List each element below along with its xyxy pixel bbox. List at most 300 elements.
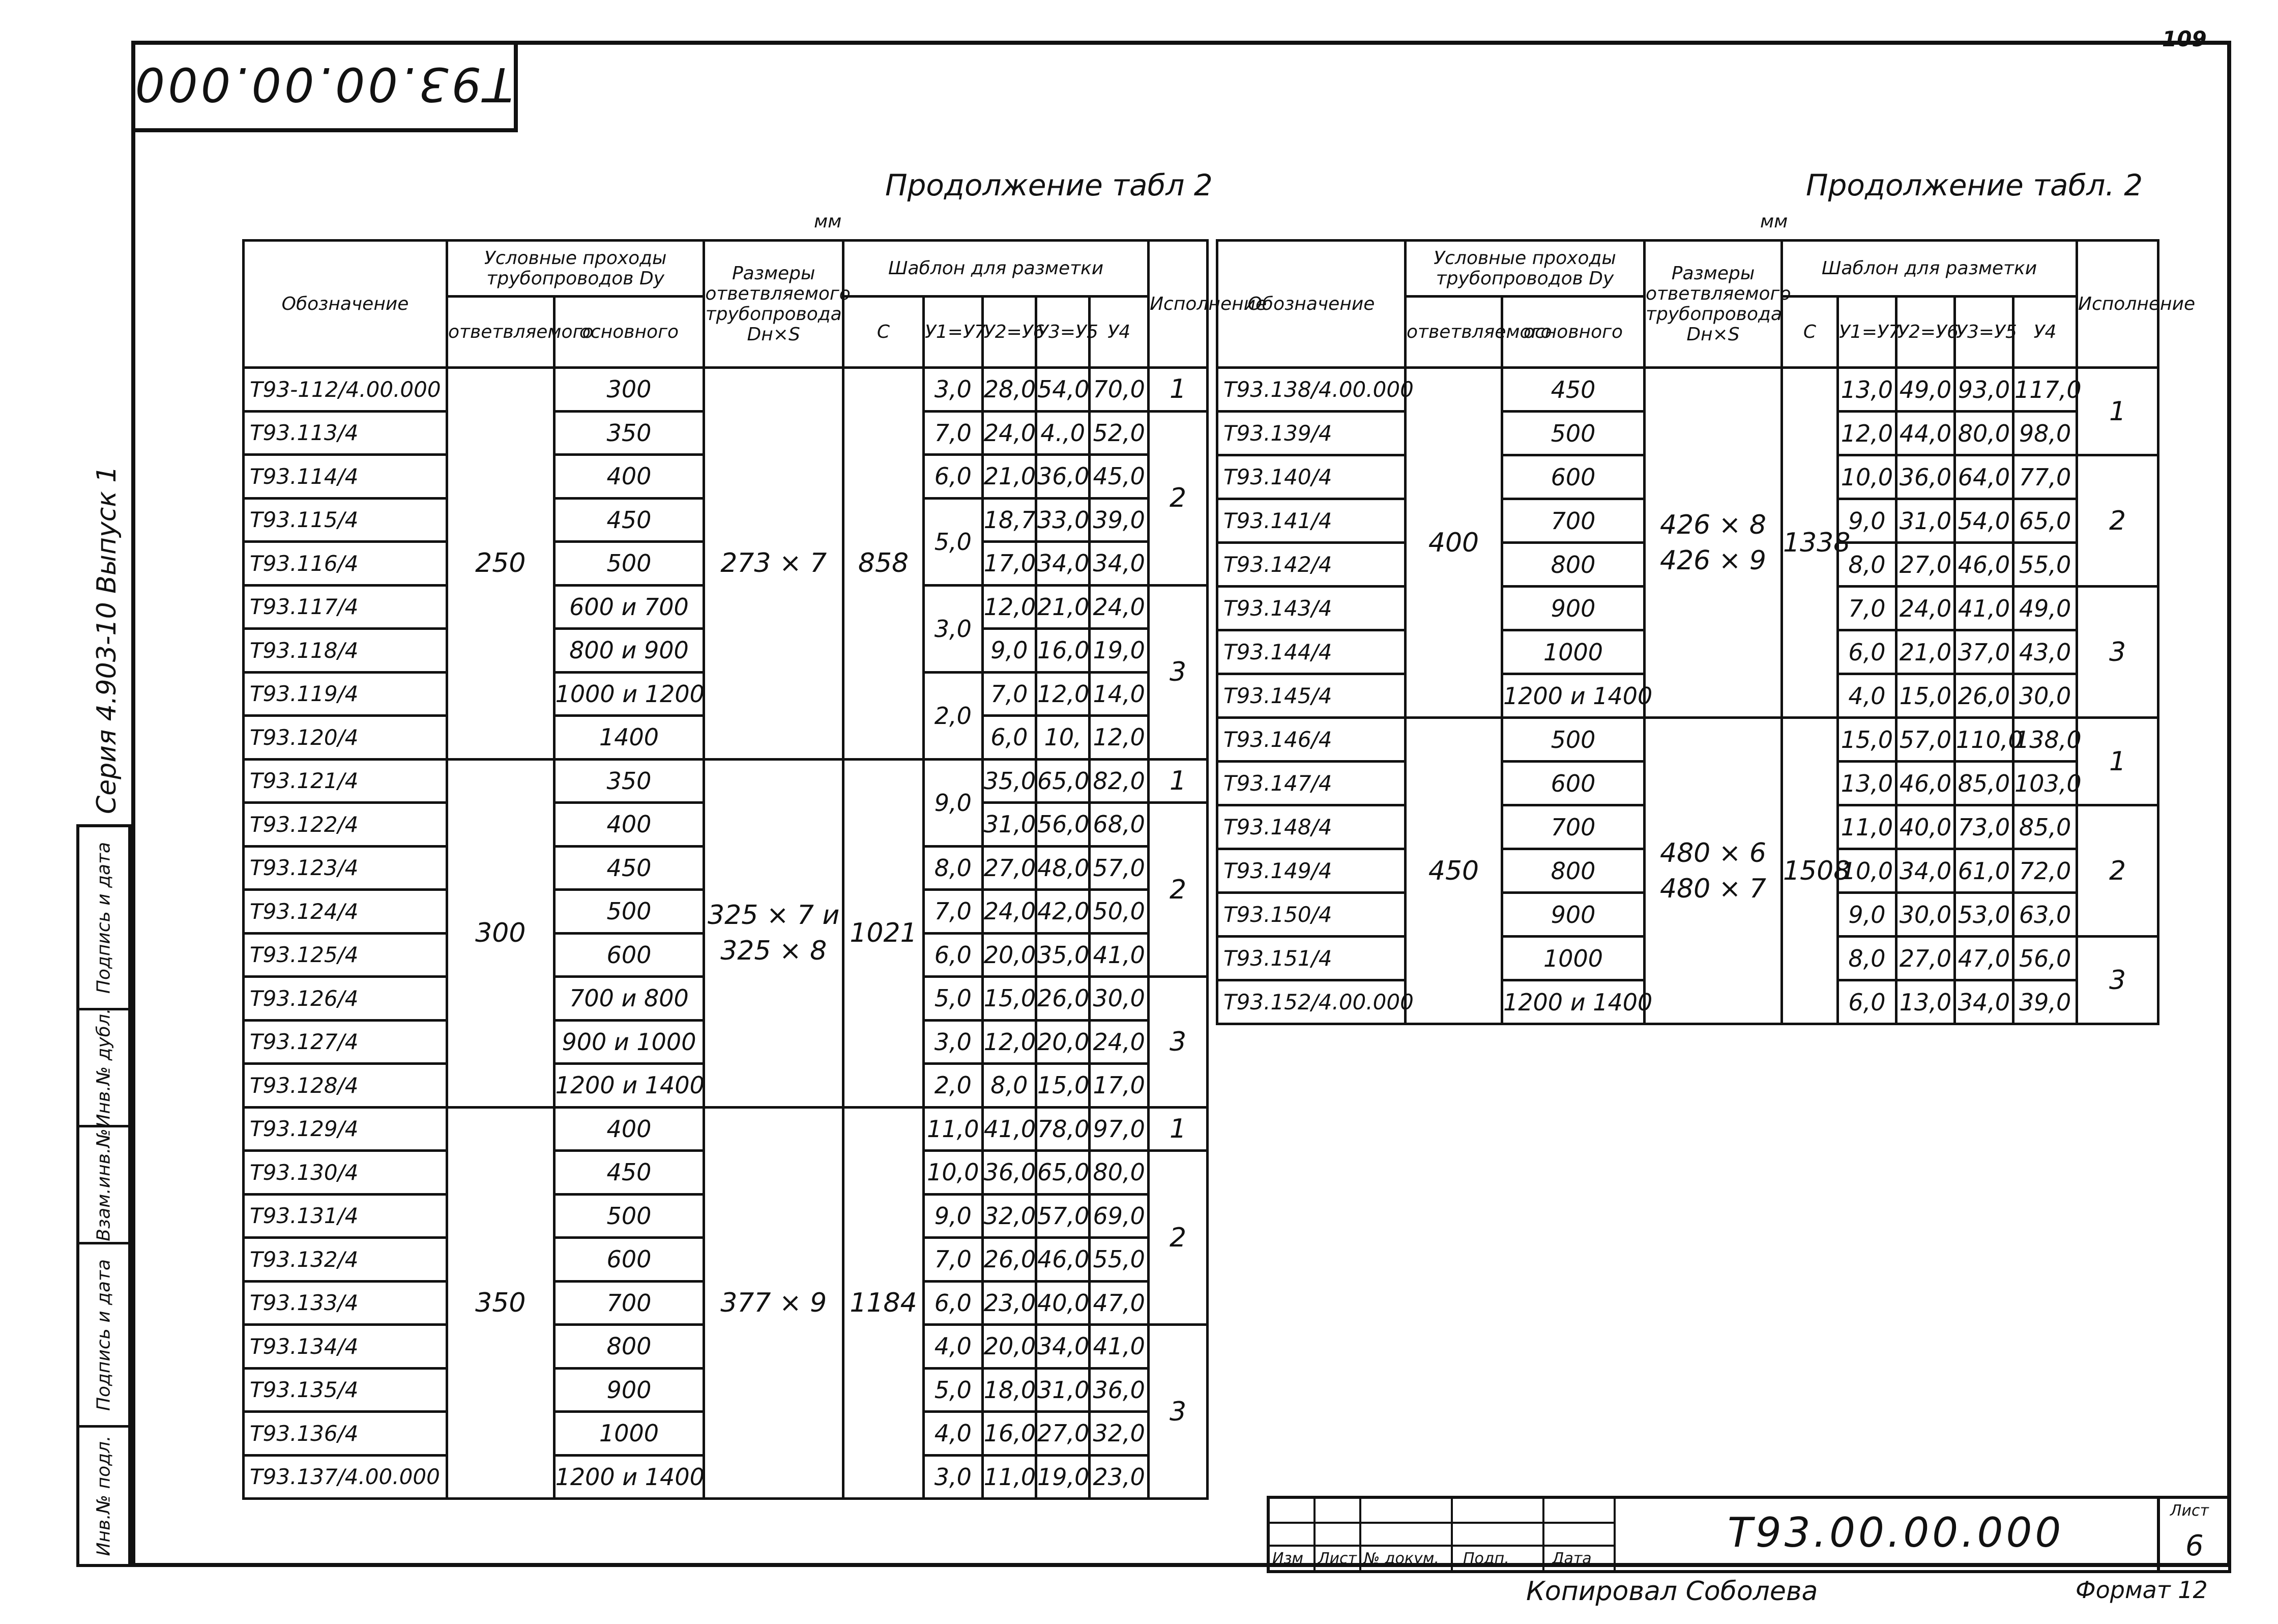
row-designation: Т93.115/4	[244, 498, 447, 542]
unit-right: мм	[1760, 211, 1788, 232]
y4-value: 45,0	[1090, 455, 1149, 499]
row-designation: Т93.136/4	[244, 1412, 447, 1456]
y1-value: 12,0	[1838, 412, 1896, 455]
y1-value: 7,0	[923, 890, 982, 934]
row-designation: Т93.130/4	[244, 1151, 447, 1195]
y3-value: 65,0	[1036, 1151, 1090, 1195]
y2-value: 32,0	[982, 1194, 1036, 1238]
tb-sheet-number: 6	[2185, 1529, 2204, 1562]
c-value: 1184	[843, 1107, 924, 1499]
row-designation: Т93.132/4	[244, 1238, 447, 1282]
branch-dims: 377 × 9	[704, 1107, 843, 1499]
hdr-y3y5: У3=У5	[1036, 297, 1090, 368]
exec-value: 3	[1149, 1325, 1208, 1499]
y3-value: 80,0	[1955, 412, 2013, 455]
y3-value: 57,0	[1036, 1194, 1090, 1238]
c-value: 1338	[1782, 368, 1838, 718]
y2-value: 12,0	[982, 585, 1036, 629]
y3-value: 54,0	[1036, 368, 1090, 412]
main-diameter: 700	[1502, 499, 1645, 543]
main-diameter: 1200 и 1400	[554, 1455, 704, 1499]
y1-value: 8,0	[923, 846, 982, 890]
y2-value: 35,0	[982, 759, 1036, 803]
y1-value: 10,0	[1838, 455, 1896, 499]
y1-value: 11,0	[923, 1107, 982, 1151]
y1-value: 2,0	[923, 1064, 982, 1108]
hdr-y2y6: У2=У6	[1896, 297, 1955, 368]
y2-value: 30,0	[1896, 893, 1955, 937]
y1-value: 6,0	[923, 1281, 982, 1325]
y3-value: 36,0	[1036, 455, 1090, 499]
y4-value: 65,0	[2013, 499, 2077, 543]
y1-value: 2,0	[923, 672, 982, 759]
y1-value: 7,0	[1838, 587, 1896, 630]
y4-value: 82,0	[1090, 759, 1149, 803]
side-sign-date-2: Подпись и дата	[79, 1244, 128, 1428]
tb-col-doc: № докум.	[1364, 1550, 1439, 1568]
row-designation: Т93-112/4.00.000	[244, 368, 447, 412]
y1-value: 6,0	[923, 933, 982, 977]
row-designation: Т93.119/4	[244, 672, 447, 716]
y3-value: 12,0	[1036, 672, 1090, 716]
y4-value: 50,0	[1090, 890, 1149, 934]
main-diameter: 500	[1502, 412, 1645, 455]
row-designation: Т93.122/4	[244, 803, 447, 847]
y3-value: 4.,0	[1036, 411, 1090, 455]
row-designation: Т93.133/4	[244, 1281, 447, 1325]
row-designation: Т93.121/4	[244, 759, 447, 803]
y4-value: 39,0	[2013, 980, 2077, 1024]
y4-value: 117,0	[2013, 368, 2077, 412]
side-dup-inv: Инв.№ дубл.	[79, 1010, 128, 1127]
row-designation: Т93.146/4	[1217, 718, 1406, 762]
y3-value: 110,0	[1955, 718, 2013, 762]
y1-value: 6,0	[923, 455, 982, 499]
y1-value: 7,0	[923, 411, 982, 455]
y4-value: 39,0	[1090, 498, 1149, 542]
table-row	[244, 1107, 1208, 1151]
hdr-y2y6: У2=У6	[982, 297, 1036, 368]
y4-value: 57,0	[1090, 846, 1149, 890]
hdr-y4: У4	[2013, 297, 2077, 368]
row-designation: Т93.150/4	[1217, 893, 1406, 937]
main-diameter: 350	[554, 759, 704, 803]
y1-value: 11,0	[1838, 805, 1896, 849]
y1-value: 9,0	[1838, 499, 1896, 543]
main-diameter: 1000	[554, 1412, 704, 1456]
y4-value: 56,0	[2013, 937, 2077, 980]
y4-value: 70,0	[1090, 368, 1149, 412]
branch-dims: 480 × 6 480 × 7	[1645, 718, 1782, 1024]
y1-value: 3,0	[923, 368, 982, 412]
copied-by: Копировал Соболева	[1526, 1576, 1818, 1607]
y2-value: 20,0	[982, 1325, 1036, 1369]
y1-value: 6,0	[1838, 630, 1896, 674]
row-designation: Т93.117/4	[244, 585, 447, 629]
main-diameter: 400	[554, 455, 704, 499]
format-label: Формат 12	[2076, 1576, 2208, 1604]
y1-value: 9,0	[1838, 893, 1896, 937]
row-designation: Т93.152/4.00.000	[1217, 980, 1406, 1024]
row-designation: Т93.142/4	[1217, 543, 1406, 587]
main-diameter: 800 и 900	[554, 629, 704, 673]
main-diameter: 450	[554, 498, 704, 542]
y4-value: 68,0	[1090, 803, 1149, 847]
row-designation: Т93.123/4	[244, 846, 447, 890]
side-strip	[76, 824, 131, 1567]
y1-value: 10,0	[1838, 849, 1896, 893]
y2-value: 46,0	[1896, 762, 1955, 805]
y2-value: 20,0	[982, 933, 1036, 977]
table-row	[244, 759, 1208, 803]
page-number: 109	[2162, 26, 2207, 51]
main-diameter: 700 и 800	[554, 977, 704, 1021]
y2-value: 18,7	[982, 498, 1036, 542]
tb-col-izm: Изм	[1272, 1550, 1304, 1568]
hdr-dims: Размеры ответвляемого трубопровода Dн×S	[1645, 241, 1782, 368]
branch-diameter: 300	[447, 759, 554, 1107]
y2-value: 12,0	[982, 1020, 1036, 1064]
y4-value: 12,0	[1090, 716, 1149, 760]
row-designation: Т93.140/4	[1217, 455, 1406, 499]
left-table	[242, 239, 1267, 1500]
main-diameter: 700	[554, 1281, 704, 1325]
y3-value: 31,0	[1036, 1368, 1090, 1412]
y4-value: 80,0	[1090, 1151, 1149, 1195]
branch-dims: 325 × 7 и 325 × 8	[704, 759, 843, 1107]
y2-value: 41,0	[982, 1107, 1036, 1151]
y4-value: 32,0	[1090, 1412, 1149, 1456]
y2-value: 15,0	[1896, 674, 1955, 718]
y3-value: 16,0	[1036, 629, 1090, 673]
row-designation: Т93.138/4.00.000	[1217, 368, 1406, 412]
y2-value: 24,0	[1896, 587, 1955, 630]
y2-value: 31,0	[982, 803, 1036, 847]
y1-value: 3,0	[923, 585, 982, 672]
main-diameter: 400	[554, 803, 704, 847]
y2-value: 23,0	[982, 1281, 1036, 1325]
y2-value: 36,0	[1896, 455, 1955, 499]
side-orig-inv: Инв.№ подл.	[93, 1435, 114, 1556]
main-diameter: 900 и 1000	[554, 1020, 704, 1064]
hdr-y1y7: У1=У7	[923, 297, 982, 368]
table-row	[244, 368, 1208, 412]
branch-dims: 426 × 8 426 × 9	[1645, 368, 1782, 718]
y4-value: 14,0	[1090, 672, 1149, 716]
y2-value: 34,0	[1896, 849, 1955, 893]
y2-value: 44,0	[1896, 412, 1955, 455]
row-designation: Т93.120/4	[244, 716, 447, 760]
main-diameter: 700	[1502, 805, 1645, 849]
y1-value: 8,0	[1838, 937, 1896, 980]
exec-value: 1	[2077, 368, 2158, 455]
y4-value: 69,0	[1090, 1194, 1149, 1238]
y3-value: 61,0	[1955, 849, 2013, 893]
row-designation: Т93.151/4	[1217, 937, 1406, 980]
y1-value: 3,0	[923, 1455, 982, 1499]
y3-value: 33,0	[1036, 498, 1090, 542]
exec-value: 1	[2077, 718, 2158, 805]
y4-value: 24,0	[1090, 1020, 1149, 1064]
y3-value: 64,0	[1955, 455, 2013, 499]
table-row	[1217, 368, 2158, 412]
main-diameter: 600 и 700	[554, 585, 704, 629]
y1-value: 4,0	[923, 1412, 982, 1456]
y3-value: 47,0	[1955, 937, 2013, 980]
y2-value: 15,0	[982, 977, 1036, 1021]
row-designation: Т93.116/4	[244, 542, 447, 586]
exec-value: 3	[1149, 977, 1208, 1108]
c-value: 1508	[1782, 718, 1838, 1024]
row-designation: Т93.149/4	[1217, 849, 1406, 893]
y4-value: 98,0	[2013, 412, 2077, 455]
y2-value: 13,0	[1896, 980, 1955, 1024]
hdr-exec: Исполнение	[1149, 241, 1208, 368]
exec-value: 3	[2077, 937, 2158, 1024]
hdr-template: Шаблон для разметки	[1782, 241, 2077, 297]
y4-value: 30,0	[2013, 674, 2077, 718]
y3-value: 85,0	[1955, 762, 2013, 805]
main-diameter: 800	[554, 1325, 704, 1369]
y1-value: 13,0	[1838, 368, 1896, 412]
row-designation: Т93.135/4	[244, 1368, 447, 1412]
series-label: Серия 4.903-10 Выпуск 1	[92, 466, 122, 814]
y2-value: 24,0	[982, 411, 1036, 455]
main-diameter: 500	[1502, 718, 1645, 762]
main-diameter: 500	[554, 1194, 704, 1238]
y1-value: 5,0	[923, 977, 982, 1021]
y1-value: 9,0	[923, 759, 982, 846]
y3-value: 27,0	[1036, 1412, 1090, 1456]
row-designation: Т93.141/4	[1217, 499, 1406, 543]
y2-value: 49,0	[1896, 368, 1955, 412]
hdr-c: С	[843, 297, 924, 368]
unit-left: мм	[814, 211, 842, 232]
y3-value: 21,0	[1036, 585, 1090, 629]
y4-value: 97,0	[1090, 1107, 1149, 1151]
y1-value: 7,0	[923, 1238, 982, 1282]
y2-value: 18,0	[982, 1368, 1036, 1412]
side-repl-inv: Взам.инв.№	[79, 1127, 128, 1244]
y1-value: 3,0	[923, 1020, 982, 1064]
row-designation: Т93.144/4	[1217, 630, 1406, 674]
left-caption: Продолжение табл 2	[885, 168, 1213, 202]
hdr-y1y7: У1=У7	[1838, 297, 1896, 368]
y4-value: 49,0	[2013, 587, 2077, 630]
c-value: 1021	[843, 759, 924, 1107]
y3-value: 46,0	[1955, 543, 2013, 587]
y3-value: 34,0	[1036, 1325, 1090, 1369]
y4-value: 19,0	[1090, 629, 1149, 673]
main-diameter: 900	[1502, 587, 1645, 630]
tb-col-list: Лист	[1318, 1550, 1357, 1568]
main-diameter: 1400	[554, 716, 704, 760]
y4-value: 30,0	[1090, 977, 1149, 1021]
exec-value: 2	[1149, 803, 1208, 977]
y2-value: 36,0	[982, 1151, 1036, 1195]
row-designation: Т93.148/4	[1217, 805, 1406, 849]
y1-value: 10,0	[923, 1151, 982, 1195]
main-diameter: 500	[554, 890, 704, 934]
row-designation: Т93.127/4	[244, 1020, 447, 1064]
y1-value: 5,0	[923, 1368, 982, 1412]
row-designation: Т93.145/4	[1217, 674, 1406, 718]
y2-value: 24,0	[982, 890, 1036, 934]
y3-value: 34,0	[1955, 980, 2013, 1024]
table-row	[1217, 718, 2158, 762]
y3-value: 46,0	[1036, 1238, 1090, 1282]
main-diameter: 600	[554, 1238, 704, 1282]
hdr-y3y5: У3=У5	[1955, 297, 2013, 368]
y2-value: 26,0	[982, 1238, 1036, 1282]
tb-sheet-label: Лист	[2170, 1502, 2209, 1520]
y3-value: 56,0	[1036, 803, 1090, 847]
hdr-branch: ответвляемого	[1406, 297, 1502, 368]
exec-value: 1	[1149, 368, 1208, 412]
row-designation: Т93.113/4	[244, 411, 447, 455]
y4-value: 55,0	[2013, 543, 2077, 587]
main-diameter: 600	[1502, 762, 1645, 805]
y1-value: 4,0	[923, 1325, 982, 1369]
y2-value: 8,0	[982, 1064, 1036, 1108]
tb-col-sign: Подп.	[1463, 1550, 1509, 1568]
main-diameter: 800	[1502, 543, 1645, 587]
branch-diameter: 450	[1406, 718, 1502, 1024]
y3-value: 93,0	[1955, 368, 2013, 412]
hdr-designation: Обозначение	[1217, 241, 1406, 368]
hdr-nominal: Условные проходы трубопроводов Dу	[447, 241, 704, 297]
y4-value: 55,0	[1090, 1238, 1149, 1282]
right-caption: Продолжение табл. 2	[1806, 168, 2143, 202]
y2-value: 31,0	[1896, 499, 1955, 543]
row-designation: Т93.129/4	[244, 1107, 447, 1151]
y3-value: 19,0	[1036, 1455, 1090, 1499]
y4-value: 103,0	[2013, 762, 2077, 805]
y2-value: 9,0	[982, 629, 1036, 673]
branch-dims: 273 × 7	[704, 368, 843, 760]
y1-value: 15,0	[1838, 718, 1896, 762]
y3-value: 10,	[1036, 716, 1090, 760]
hdr-main: основного	[554, 297, 704, 368]
y3-value: 78,0	[1036, 1107, 1090, 1151]
tb-sheet	[2157, 1499, 2228, 1570]
main-diameter: 1000 и 1200	[554, 672, 704, 716]
y4-value: 24,0	[1090, 585, 1149, 629]
y3-value: 54,0	[1955, 499, 2013, 543]
hdr-c: С	[1782, 297, 1838, 368]
y1-value: 13,0	[1838, 762, 1896, 805]
row-designation: Т93.139/4	[1217, 412, 1406, 455]
row-designation: Т93.128/4	[244, 1064, 447, 1108]
hdr-branch: ответвляемого	[447, 297, 554, 368]
main-diameter: 300	[554, 368, 704, 412]
y2-value: 7,0	[982, 672, 1036, 716]
exec-value: 1	[1149, 759, 1208, 803]
row-designation: Т93.134/4	[244, 1325, 447, 1369]
row-designation: Т93.114/4	[244, 455, 447, 499]
y1-value: 5,0	[923, 498, 982, 585]
hdr-y4: У4	[1090, 297, 1149, 368]
exec-value: 2	[1149, 1151, 1208, 1325]
y2-value: 27,0	[1896, 937, 1955, 980]
y3-value: 41,0	[1955, 587, 2013, 630]
y3-value: 15,0	[1036, 1064, 1090, 1108]
y1-value: 4,0	[1838, 674, 1896, 718]
main-diameter: 1000	[1502, 630, 1645, 674]
hdr-template: Шаблон для разметки	[843, 241, 1149, 297]
exec-value: 3	[1149, 585, 1208, 759]
main-diameter: 500	[554, 542, 704, 586]
row-designation: Т93.137/4.00.000	[244, 1455, 447, 1499]
y3-value: 48,0	[1036, 846, 1090, 890]
y1-value: 9,0	[923, 1194, 982, 1238]
hdr-exec: Исполнение	[2077, 241, 2158, 368]
hdr-designation: Обозначение	[244, 241, 447, 368]
title-block	[1267, 1496, 2231, 1573]
y2-value: 21,0	[1896, 630, 1955, 674]
y3-value: 34,0	[1036, 542, 1090, 586]
y3-value: 26,0	[1955, 674, 2013, 718]
main-diameter: 1200 и 1400	[1502, 674, 1645, 718]
row-designation: Т93.143/4	[1217, 587, 1406, 630]
y4-value: 138,0	[2013, 718, 2077, 762]
branch-diameter: 350	[447, 1107, 554, 1499]
main-diameter: 1200 и 1400	[554, 1064, 704, 1108]
corner-stamp: Т93.00.00.000	[131, 41, 518, 132]
y2-value: 57,0	[1896, 718, 1955, 762]
y3-value: 42,0	[1036, 890, 1090, 934]
y4-value: 43,0	[2013, 630, 2077, 674]
main-diameter: 800	[1502, 849, 1645, 893]
y2-value: 11,0	[982, 1455, 1036, 1499]
exec-value: 2	[2077, 455, 2158, 587]
y4-value: 41,0	[1090, 1325, 1149, 1369]
main-diameter: 1000	[1502, 937, 1645, 980]
y3-value: 53,0	[1955, 893, 2013, 937]
y2-value: 21,0	[982, 455, 1036, 499]
branch-diameter: 250	[447, 368, 554, 760]
y4-value: 72,0	[2013, 849, 2077, 893]
main-diameter: 900	[1502, 893, 1645, 937]
row-designation: Т93.118/4	[244, 629, 447, 673]
main-diameter: 1200 и 1400	[1502, 980, 1645, 1024]
y1-value: 6,0	[1838, 980, 1896, 1024]
y2-value: 27,0	[1896, 543, 1955, 587]
y3-value: 37,0	[1955, 630, 2013, 674]
y3-value: 40,0	[1036, 1281, 1090, 1325]
tb-col-date: Дата	[1552, 1550, 1592, 1568]
y4-value: 47,0	[1090, 1281, 1149, 1325]
y3-value: 65,0	[1036, 759, 1090, 803]
hdr-main: основного	[1502, 297, 1645, 368]
side-sign-date-1: Подпись и дата	[79, 827, 128, 1010]
main-diameter: 600	[554, 933, 704, 977]
main-diameter: 450	[554, 846, 704, 890]
main-diameter: 450	[554, 1151, 704, 1195]
main-diameter: 900	[554, 1368, 704, 1412]
y4-value: 63,0	[2013, 893, 2077, 937]
main-diameter: 400	[554, 1107, 704, 1151]
y3-value: 26,0	[1036, 977, 1090, 1021]
main-diameter: 450	[1502, 368, 1645, 412]
right-table	[1216, 239, 2196, 1025]
exec-value: 2	[2077, 805, 2158, 937]
y3-value: 73,0	[1955, 805, 2013, 849]
y3-value: 20,0	[1036, 1020, 1090, 1064]
hdr-nominal: Условные проходы трубопроводов Dу	[1406, 241, 1645, 297]
y4-value: 17,0	[1090, 1064, 1149, 1108]
row-designation: Т93.125/4	[244, 933, 447, 977]
